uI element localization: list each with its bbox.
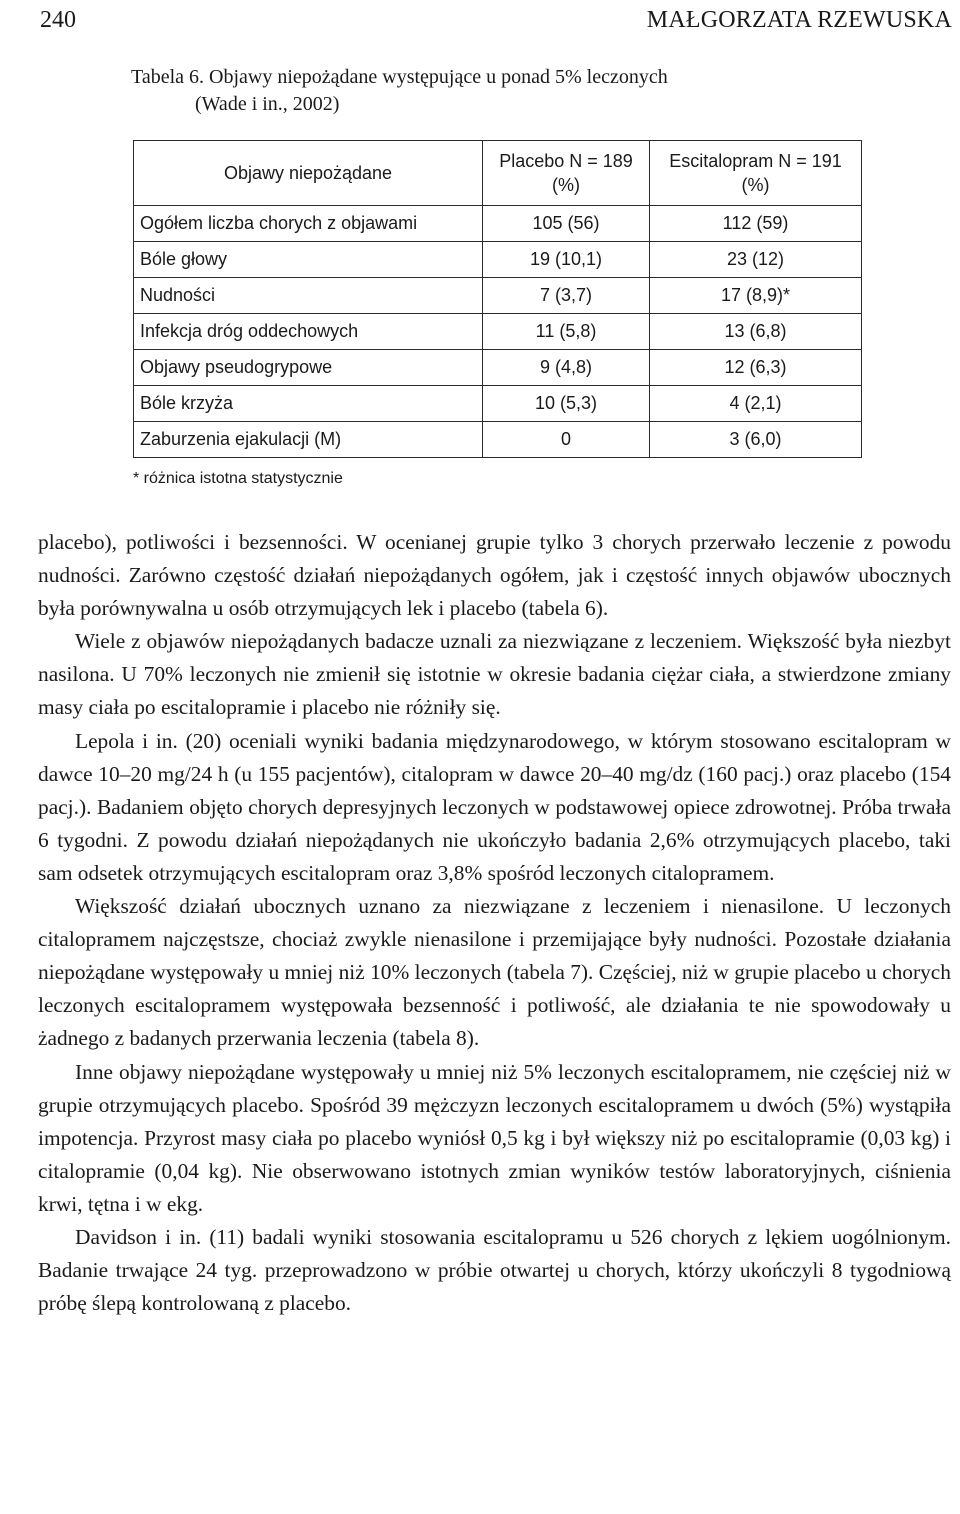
table-row (134, 242, 862, 278)
table-cell: 7 (3,7) (483, 278, 650, 314)
column-header: Objawy niepożądane (134, 141, 483, 206)
table-row (134, 422, 862, 458)
running-title: MAŁGORZATA RZEWUSKA (646, 7, 952, 33)
table-row (134, 206, 862, 242)
table-cell: Infekcja dróg oddechowych (134, 314, 483, 350)
table-cell: 3 (6,0) (650, 422, 862, 458)
table-cell: 19 (10,1) (483, 242, 650, 278)
table-cell: 112 (59) (650, 206, 862, 242)
table-cell: Objawy pseudogrypowe (134, 350, 483, 386)
table-cell: 9 (4,8) (483, 350, 650, 386)
table-cell: 0 (483, 422, 650, 458)
paragraph: Wiele z objawów niepożądanych badacze uznali za niezwiązane z leczeniem. Większość była niezbyt nasilona. U 70% leczonych nie zmienił się istotnie w okresie badania ciężar ciała, a stwierdzone zmiany masy ciała po escitalopramie i placebo nie różniły się. (38, 629, 951, 720)
column-header: Placebo N = 189 (%) (483, 141, 650, 206)
table-cell: 4 (2,1) (650, 386, 862, 422)
table-cell: 17 (8,9)* (650, 278, 862, 314)
page-number: 240 (40, 7, 76, 33)
table-footnote: * różnica istotna statystycznie (133, 470, 343, 487)
table-caption (131, 64, 891, 118)
table-row (134, 386, 862, 422)
page-header (40, 0, 952, 34)
adverse-events-table (133, 140, 862, 458)
table-row (134, 278, 862, 314)
table-cell: 11 (5,8) (483, 314, 650, 350)
table-cell: Nudności (134, 278, 483, 314)
column-header: Escitalopram N = 191 (%) (650, 141, 862, 206)
table-row (134, 314, 862, 350)
paragraph: placebo), potliwości i bezsenności. W ocenianej grupie tylko 3 chorych przerwało leczenie z powodu nudności. Zarówno częstość działań niepożądanych ogółem, jak i częstość innych objawów ubocznych była porównywalna u osób otrzymujących lek i placebo (tabela 6). (38, 530, 951, 621)
table-caption-line: Tabela 6. Objawy niepożądane występujące u ponad 5% leczonych (131, 66, 668, 88)
table-cell: 12 (6,3) (650, 350, 862, 386)
paragraph: Inne objawy niepożądane występowały u mniej niż 5% leczonych escitalopramem, nie częściej niż w grupie otrzymujących placebo. Spośród 39 mężczyzn leczonych escitalopramem u dwóch (5%) wystąpiła impotencja. Przyrost masy ciała po placebo wyniósł 0,5 kg i był większy niż po escitalopramie (0,03 kg) i citalopramie (0,04 kg). Nie obserwowano istotnych zmian wyników testów laboratoryjnych, ciśnienia krwi, tętna i w ekg. (38, 1059, 951, 1216)
table-cell: 23 (12) (650, 242, 862, 278)
table-cell: 105 (56) (483, 206, 650, 242)
paragraph: Większość działań ubocznych uznano za niezwiązane z leczeniem i nienasilone. U leczonych citalopramem najczęstsze, chociaż zwykle nienasilone i przemijające były nudności. Pozostałe działania niepożądane występowały u mniej niż 10% leczonych (tabela 7). Częściej, niż w grupie placebo u chorych leczonych escitalopramem występowała bezsenność i potliwość, ale działania te nie spowodowały u żadnego z badanych przerwania leczenia (tabela 8). (38, 894, 951, 1051)
table-cell: Zaburzenia ejakulacji (M) (134, 422, 483, 458)
table-cell: 10 (5,3) (483, 386, 650, 422)
table-caption-line: (Wade i in., 2002) (195, 93, 340, 115)
table-header-row (134, 141, 862, 206)
table-cell: Bóle krzyża (134, 386, 483, 422)
table-cell: 13 (6,8) (650, 314, 862, 350)
paragraph: Davidson i in. (11) badali wyniki stosowania escitalopramu u 526 chorych z lękiem uogólnionym. Badanie trwające 24 tyg. przeprowadzono w próbie otwartej u chorych, którzy ukończyli 8 tygodniową próbę ślepą kontrolowaną z placebo. (38, 1224, 951, 1316)
table-cell: Bóle głowy (134, 242, 483, 278)
paragraph: Lepola i in. (20) oceniali wyniki badania międzynarodowego, w którym stosowano escitalopram w dawce 10–20 mg/24 h (u 155 pacjentów), citalopram w dawce 20–40 mg/dz (160 pacj.) oraz placebo (154 pacj.). Badaniem objęto chorych depresyjnych leczonych w podstawowej opiece zdrowotnej. Próba trwała 6 tygodni. Z powodu działań niepożądanych nie ukończyło badania 2,6% otrzymujących placebo, taki sam odsetek otrzymujących escitalopram oraz 3,8% spośród leczonych citalopramem. (38, 728, 951, 885)
table-cell: Ogółem liczba chorych z objawami (134, 206, 483, 242)
body-text (38, 526, 951, 1320)
table-row (134, 350, 862, 386)
